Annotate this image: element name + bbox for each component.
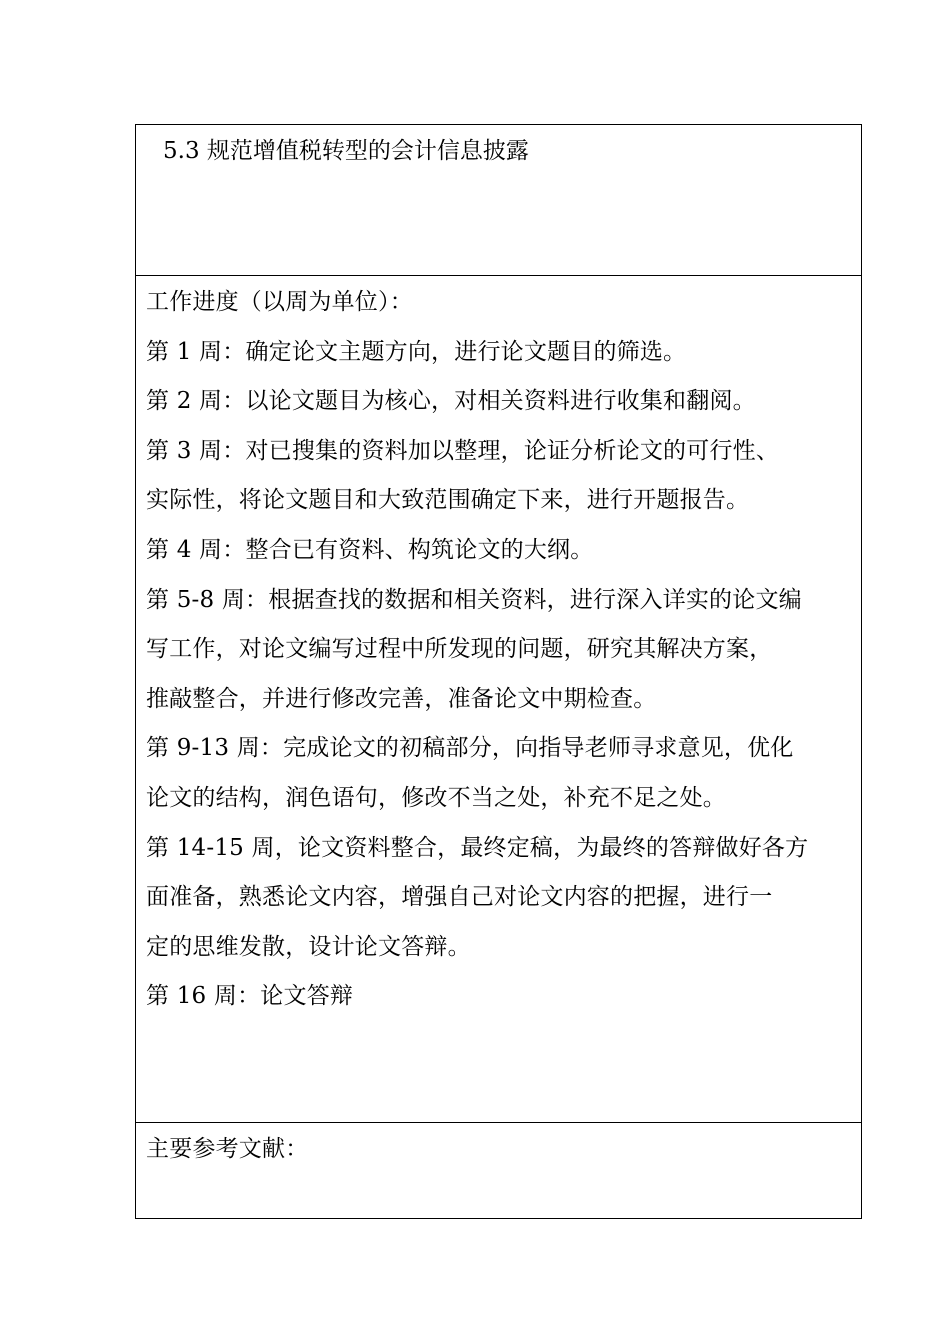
schedule-line-week-5-8-cont-2: 推敲整合，并进行修改完善，准备论文中期检查。	[146, 685, 657, 712]
schedule-line-week-5-8: 第 5-8 周：根据查找的数据和相关资料，进行深入详实的论文编	[146, 586, 802, 613]
schedule-line-week-14-15-cont-1: 面准备，熟悉论文内容，增强自己对论文内容的把握，进行一	[146, 884, 773, 911]
outline-item: 5.3 规范增值税转型的会计信息披露	[163, 138, 529, 164]
document-table	[135, 124, 862, 1219]
outline-cell	[136, 125, 861, 275]
schedule-line-week-9-13: 第 9-13 周：完成论文的初稿部分，向指导老师寻求意见，优化	[146, 735, 794, 762]
schedule-text	[146, 278, 808, 1022]
schedule-cell	[136, 275, 861, 1122]
schedule-line-week-5-8-cont-1: 写工作，对论文编写过程中所发现的问题，研究其解决方案，	[146, 636, 773, 663]
schedule-heading: 工作进度（以周为单位）：	[146, 289, 413, 315]
references-heading: 主要参考文献：	[146, 1136, 309, 1162]
schedule-line-week-2: 第 2 周：以论文题目为核心，对相关资料进行收集和翻阅。	[146, 388, 756, 415]
schedule-line-week-16: 第 16 周：论文答辩	[146, 983, 354, 1010]
schedule-line-week-9-13-cont: 论文的结构，润色语句，修改不当之处，补充不足之处。	[146, 784, 726, 811]
schedule-line-week-4: 第 4 周：整合已有资料、构筑论文的大纲。	[146, 536, 594, 563]
schedule-line-week-14-15: 第 14-15 周，论文资料整合，最终定稿，为最终的答辩做好各方	[146, 834, 809, 861]
references-cell	[136, 1122, 861, 1218]
schedule-line-week-1: 第 1 周：确定论文主题方向，进行论文题目的筛选。	[146, 338, 687, 365]
schedule-line-week-3-cont: 实际性，将论文题目和大致范围确定下来，进行开题报告。	[146, 487, 750, 514]
schedule-line-week-3: 第 3 周：对已搜集的资料加以整理，论证分析论文的可行性、	[146, 437, 780, 464]
schedule-line-week-14-15-cont-2: 定的思维发散，设计论文答辩。	[146, 933, 471, 960]
